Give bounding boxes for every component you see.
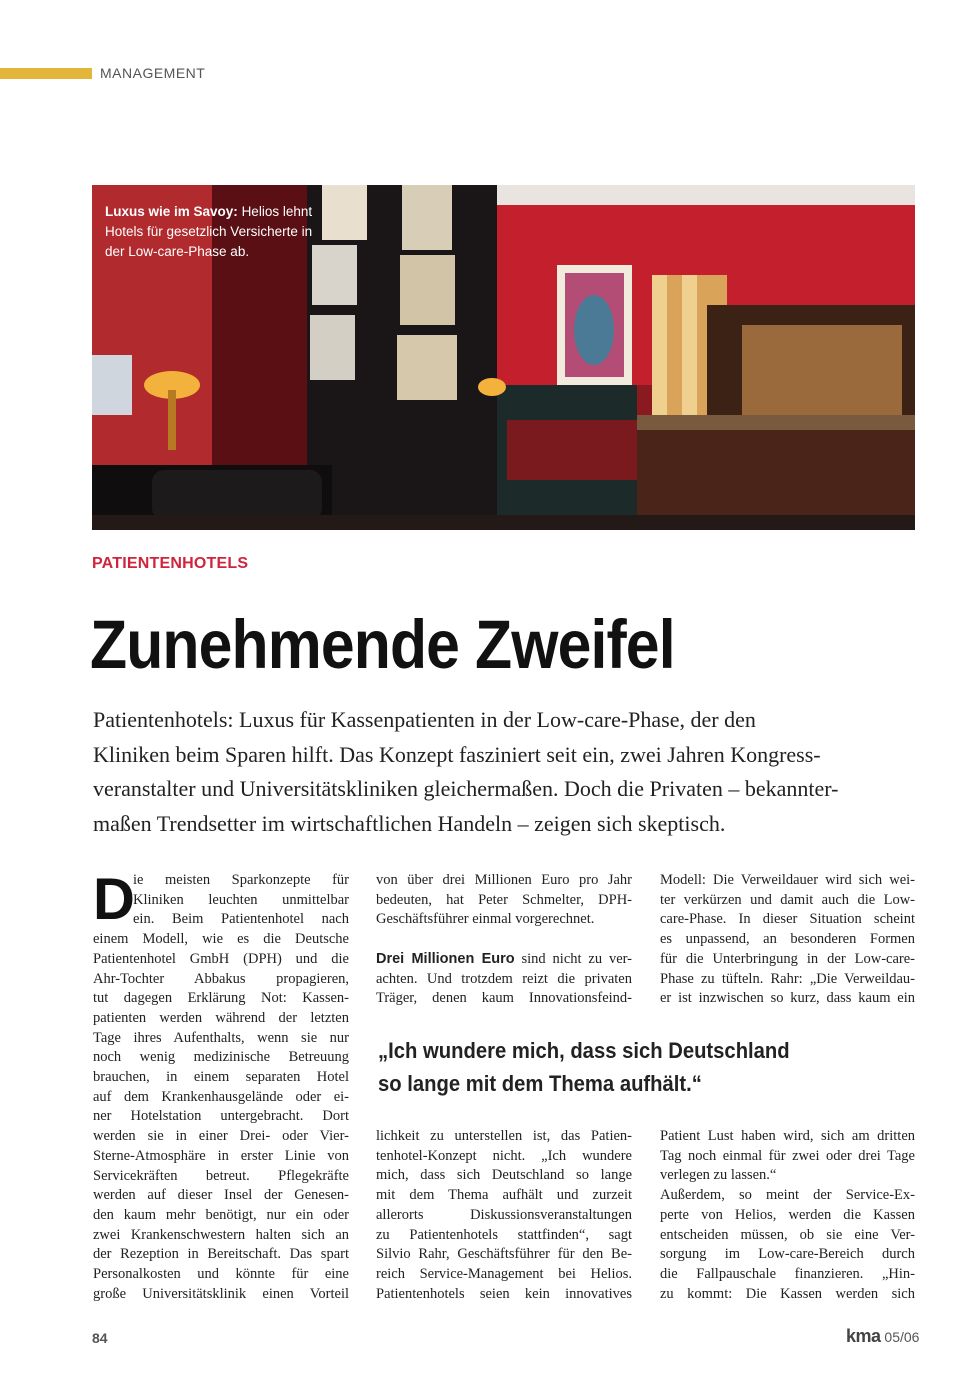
body-line: patienten werden während der letzten xyxy=(93,1009,349,1026)
body-line: tut dagegen Erklärung Not: Kassen- xyxy=(93,990,349,1007)
caption-line: der Low-care-Phase ab. xyxy=(105,244,250,259)
body-line: bedeuten, hat Peter Schmelter, DPH- xyxy=(376,891,632,908)
body-line: für die Unterbringung in der Low-care- xyxy=(660,950,915,967)
body-line: Ahr-Tochter Abbakus propagieren, xyxy=(93,970,349,987)
magazine-brand xyxy=(846,1326,919,1347)
article-lead xyxy=(93,703,923,841)
caption-line: Hotels für gesetzlich Versicherte in xyxy=(105,224,313,239)
body-line: werden auf dieser Insel der Genesen- xyxy=(93,1187,349,1204)
body-line: werden sie in einer Drei- oder Vier- xyxy=(93,1128,349,1145)
brand-logo: kma xyxy=(846,1326,881,1346)
body-line: Phase zu tüfteln. Rahr: „Die Verweildau- xyxy=(660,970,915,987)
body-line: zwei Krankenschwestern halten sich an xyxy=(93,1226,349,1243)
lead-line: maßen Trendsetter im wirtschaftlichen Handeln – zeigen sich skeptisch. xyxy=(93,810,726,836)
body-column-3-bottom xyxy=(660,1127,915,1304)
body-line: zu Patientenhotels stattfinden“, sagt xyxy=(376,1226,632,1243)
body-line: Modell: Die Verweildauer wird sich wei- xyxy=(660,872,915,888)
body-line: Geschäftsführer einmal vorgerechnet. xyxy=(376,911,595,928)
body-line: ner Hotelstation untergebracht. Dort xyxy=(93,1108,349,1125)
body-line: er ist inzwischen so kurz, dass kaum ein xyxy=(660,990,915,1007)
body-line: Kliniken leuchten unmittelbar xyxy=(133,891,349,908)
lead-line: Patientenhotels: Luxus für Kassenpatienten in der Low-care-Phase, der den xyxy=(93,707,756,732)
body-line: den kaum mehr benötigt, nur ein oder xyxy=(93,1206,349,1223)
body-column-3-top xyxy=(660,871,915,1009)
body-line: auf dem Krankenhausgelände oder ei- xyxy=(93,1088,349,1105)
subhead-rest: sind nicht zu ver- xyxy=(514,950,633,967)
body-line: zu kommt: Die Kassen werden sich xyxy=(660,1285,915,1302)
caption-bold: Luxus wie im Savoy: xyxy=(105,204,238,219)
section-color-bar xyxy=(0,68,92,79)
body-line-subhead xyxy=(376,950,632,970)
body-line: reich Service-Management bei Helios. xyxy=(376,1265,632,1282)
body-line: ie meisten Sparkonzepte für xyxy=(133,872,349,888)
body-line: Patientenhotels seien kein innovatives xyxy=(376,1285,632,1302)
body-column-1 xyxy=(93,867,349,1304)
lead-line: Kliniken beim Sparen hilft. Das Konzept fasziniert seit ein, zwei Jahren Kongress- xyxy=(93,741,821,767)
photo-caption xyxy=(105,202,335,262)
body-line: entscheiden müssen, ob sie eine Ver- xyxy=(660,1226,915,1243)
article-headline: Zunehmende Zweifel xyxy=(90,606,675,683)
pull-quote-line: „Ich wundere mich, dass sich Deutschland xyxy=(378,1038,790,1063)
body-line: große Universitätsklinik einen Vorteil xyxy=(93,1285,349,1302)
body-line: verlegen zu lassen.“ xyxy=(660,1167,777,1184)
body-line: die Fallpauschale finanzieren. „Hin- xyxy=(660,1265,915,1282)
body-line: Personalkosten und könnte für eine xyxy=(93,1266,349,1283)
body-line: der Rezeption in Bereitschaft. Das spart xyxy=(93,1246,349,1263)
caption-line: Helios lehnt xyxy=(241,204,313,219)
body-line: lichkeit zu unterstellen ist, das Patien- xyxy=(376,1128,632,1144)
body-line: Servicekräften betreut. Pflegekräfte xyxy=(93,1167,349,1184)
body-line: Tag noch einmal für zwei oder drei Tage xyxy=(660,1147,915,1164)
body-line: Patient Lust haben wird, sich am dritten xyxy=(660,1128,915,1144)
body-line: Sterne-Atmosphäre in erster Linie von xyxy=(93,1147,349,1164)
issue-number: 05/06 xyxy=(884,1329,920,1345)
body-column-2-top xyxy=(376,871,632,1009)
drop-cap: D xyxy=(93,867,135,932)
body-line: noch wenig medizinische Betreuung xyxy=(93,1049,349,1066)
body-line: mit dem Thema aufhält und zurzeit xyxy=(376,1187,632,1204)
subhead: Drei Millionen Euro xyxy=(376,950,515,967)
article-kicker: PATIENTENHOTELS xyxy=(92,555,249,572)
body-line: allerorts Diskussionsveranstaltungen xyxy=(376,1206,632,1223)
pull-quote xyxy=(378,1034,790,1100)
section-label: MANAGEMENT xyxy=(100,65,206,81)
body-line: Tage ihres Aufenthalts, wenn sie nur xyxy=(93,1029,349,1046)
body-line: es unpassend, an besonderen Formen xyxy=(660,931,915,948)
body-line: Außerdem, so meint der Service-Ex- xyxy=(660,1187,915,1204)
body-line: achten. Und trotzdem reizt die privaten xyxy=(376,970,632,987)
body-line: Träger, denen kaum Innovationsfeind- xyxy=(376,990,632,1007)
pull-quote-line: so lange mit dem Thema aufhält.“ xyxy=(378,1071,702,1096)
body-line: tenhotel-Konzept nicht. „Ich wundere xyxy=(376,1147,632,1164)
body-line: Silvio Rahr, Geschäftsführer für den Be- xyxy=(376,1246,632,1263)
body-line: einem Modell, wie es die Deutsche xyxy=(93,931,349,948)
body-line: mich, dass sich Deutschland so lange xyxy=(376,1167,632,1184)
body-column-2-bottom xyxy=(376,1127,632,1304)
page-number: 84 xyxy=(92,1330,108,1346)
body-line: ein. Beim Patientenhotel nach xyxy=(133,911,349,928)
body-line: sorgung im Low-care-Bereich durch xyxy=(660,1246,915,1263)
body-line: Patientenhotel GmbH (DPH) und die xyxy=(93,950,349,967)
body-line: perte von Helios, werden die Kassen xyxy=(660,1206,915,1223)
body-line: ter verkürzen und damit auch die Low- xyxy=(660,891,915,908)
body-line: brauchen, in einem separaten Hotel xyxy=(93,1069,349,1086)
body-line: care-Phase. In dieser Situation scheint xyxy=(660,911,915,928)
body-line: von über drei Millionen Euro pro Jahr xyxy=(376,872,632,888)
lead-line: veranstalter und Universitätskliniken gleichermaßen. Doch die Privaten – bekannter- xyxy=(93,776,839,801)
